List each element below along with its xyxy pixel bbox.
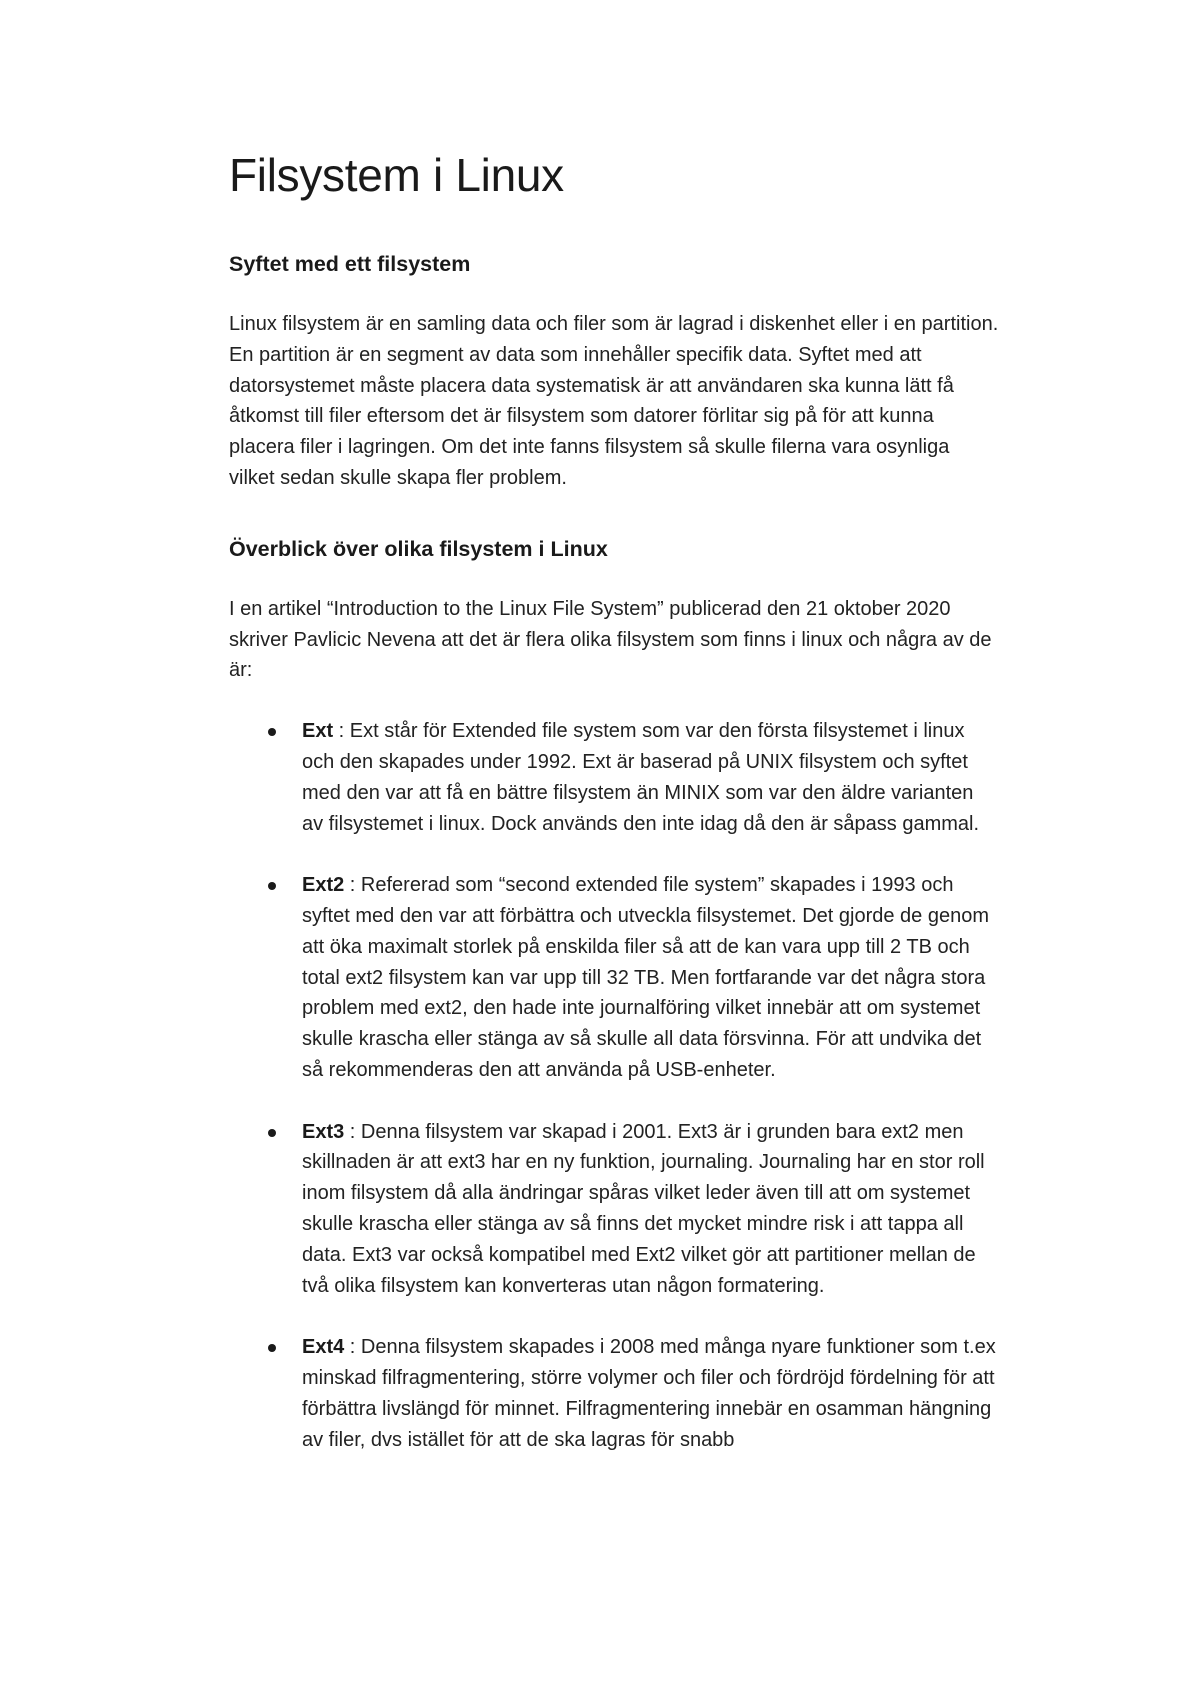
list-item-text: : Denna filsystem var skapad i 2001. Ext3 är i grunden bara ext2 men skillnaden är att ext3 har en ny funktion, journaling. Journaling har en stor roll inom filsystem då alla ändringar spåras vilket leder även till att om systemet skulle krascha eller stänga av så finns det mycket mindre risk i att tappa all data. Ext3 var också kompatibel med Ext2 vilket gör att partitioner mellan de två olika filsystem kan konverteras utan någon formatering. [302,1120,985,1297]
paragraph-purpose: Linux filsystem är en samling data och filer som är lagrad i diskenhet eller i en partition. En partition är en segment av data som innehåller specifik data. Syftet med att datorsystemet måste placera data systematisk är att användaren ska kunna lätt få åtkomst till filer eftersom det är filsystem som datorer förlitar sig på för att kunna placera filer i lagringen. Om det inte fanns filsystem så skulle filerna vara osynliga vilket sedan skulle skapa fler problem. [229,313,999,489]
list-item-term: Ext [302,720,334,743]
page-title: Filsystem i Linux [229,149,564,201]
paragraph-overview: I en artikel “Introduction to the Linux File System” publicerad den 21 oktober 2020 skriver Pavlicic Nevena att det är flera olika filsystem som finns i linux och några av de är: [229,597,992,682]
filesystem-list [229,716,1000,1455]
list-item-ext3 [229,1117,1000,1302]
list-item-ext2 [229,870,1000,1086]
list-item-text: : Ext står för Extended file system som var den första filsystemet i linux och den skapades under 1992. Ext är baserad på UNIX filsystem och syftet med den var att få en bättre filsystem än MINIX som var den äldre varianten av filsystemet i linux. Dock används den inte idag då den är såpass gammal. [302,720,980,835]
list-item-ext4 [229,1332,1000,1455]
bullet-icon [268,1129,276,1137]
list-item-term: Ext4 [302,1336,345,1359]
bullet-icon [268,882,276,890]
bullet-icon [268,1344,276,1352]
list-item-ext [229,716,1000,839]
bullet-icon [268,728,276,736]
list-item-text: : Denna filsystem skapades i 2008 med många nyare funktioner som t.ex minskad filfragmentering, större volymer och filer och fördröjd fördelning för att förbättra livslängd för minnet. Filfragmentering innebär en osamman hängning av filer, dvs istället för att de ska lagras för snabb [302,1336,996,1451]
list-item-text: : Refererad som “second extended file system” skapades i 1993 och syftet med den var att förbättra och utveckla filsystemet. Det gjorde de genom att öka maximalt storlek på enskilda filer så att de kan vara upp till 2 TB och total ext2 filsystem kan var upp till 32 TB. Men fortfarande var det några stora problem med ext2, den hade inte journalföring vilket innebär att om systemet skulle krascha eller stänga av så skulle all data försvinna. För att undvika det så rekommenderas den att använda på USB-enheter. [302,874,990,1081]
list-item-term: Ext2 [302,874,345,897]
section-heading-purpose: Syftet med ett filsystem [229,252,471,276]
list-item-term: Ext3 [302,1120,345,1143]
section-heading-overview: Överblick över olika filsystem i Linux [229,536,608,561]
